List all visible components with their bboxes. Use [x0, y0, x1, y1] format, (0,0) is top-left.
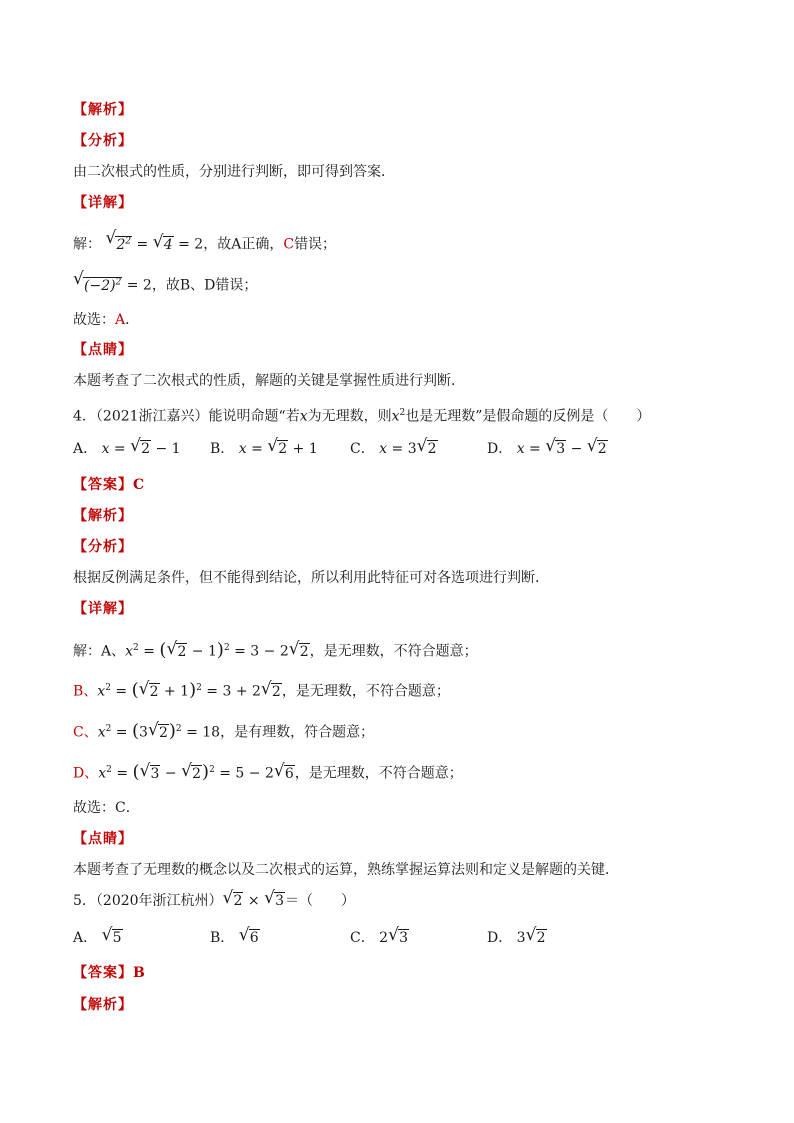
q4-choice: 故选：C．	[73, 800, 140, 816]
q4-option-a: A． x = √ 2 − 1	[73, 438, 181, 460]
q4-stem: 4．（2021浙江嘉兴）能说明命题“若x为无理数，则$x^2$也是无理数”是假命题的反例是（ ）	[73, 408, 651, 425]
q4-step-c: C、$x^2 = (3√$ 2)$^2$ = 18，是有理数，符合题意；	[73, 718, 734, 740]
heading-fenxi: 【分析】	[73, 133, 133, 149]
q4-analysis: 根据反例满足条件，但不能得到结论，所以利用此特征可对各选项进行判断．	[73, 570, 549, 586]
q4-step-d: D、$x^2$ = (√ 3 − √ 2)$^2$ = 5 − 2√ 6，是无理数，不符合题意；	[73, 759, 734, 781]
q4-step-a: 解：A、$x^2$ = (√ 2 − 1)$^2$ = 3 − 2√ 2，是无理数，不符合题意；	[73, 637, 734, 659]
q3-analysis: 由二次根式的性质，分别进行判断，即可得到答案．	[73, 164, 395, 180]
heading-jiexi: 【解析】	[73, 102, 133, 118]
q5-option-c: C． 2√ 3	[350, 927, 409, 949]
q5-options	[73, 927, 734, 949]
q4-comment: 本题考查了无理数的概念以及二次根式的运算，熟练掌握运算法则和定义是解题的关键．	[73, 862, 619, 878]
q5-stem: 5．（2020年浙江杭州）√ 2 × √ 3＝（ ）	[73, 890, 734, 912]
heading-xiangjie: 【详解】	[73, 195, 133, 211]
q5-answer: 【答案】B	[73, 965, 146, 981]
heading-xiangjie-q4: 【详解】	[73, 601, 133, 617]
heading-jiexi-q5: 【解析】	[73, 997, 133, 1013]
q3-choice: 故选：A．	[73, 312, 140, 328]
heading-dianjing: 【点睛】	[73, 342, 133, 358]
q4-option-b: B． x = √ 2 + 1	[210, 438, 318, 460]
q4-options	[73, 438, 734, 460]
formula-sqrt-2-squared: √ $2^2$	[106, 230, 132, 256]
q4-option-d: D． x = √ 3 − √ 2	[487, 438, 608, 460]
heading-dianjing-q4: 【点睛】	[73, 831, 133, 847]
heading-jiexi-q4: 【解析】	[73, 508, 133, 524]
q4-answer: 【答案】C	[73, 477, 146, 493]
heading-fenxi-q4: 【分析】	[73, 539, 133, 555]
q3-step2: √ $(-2)^2 = 2$，故B、D错误；	[73, 271, 734, 293]
q5-option-d: D． 3√ 2	[487, 927, 547, 949]
q4-option-c: C． x = 3√ 2	[350, 438, 438, 460]
q5-option-a: A． √ 5	[73, 927, 123, 949]
q5-option-b: B． √ 6	[210, 927, 260, 949]
q3-step1: 解： √ $2^2$ = √ 4 = 2，故A正确，C错误；	[73, 230, 734, 252]
formula-sqrt-4: √ 4	[154, 234, 174, 256]
q3-comment: 本题考查了二次根式的性质，解题的关键是掌握性质进行判断．	[73, 373, 465, 389]
formula-sqrt-neg2-squared: √ $(-2)^2$	[74, 271, 122, 297]
q4-step-b: B、$x^2$ = (√ 2 + 1)$^2$ = 3 + 2√ 2，是无理数，不符合题意；	[73, 677, 734, 699]
